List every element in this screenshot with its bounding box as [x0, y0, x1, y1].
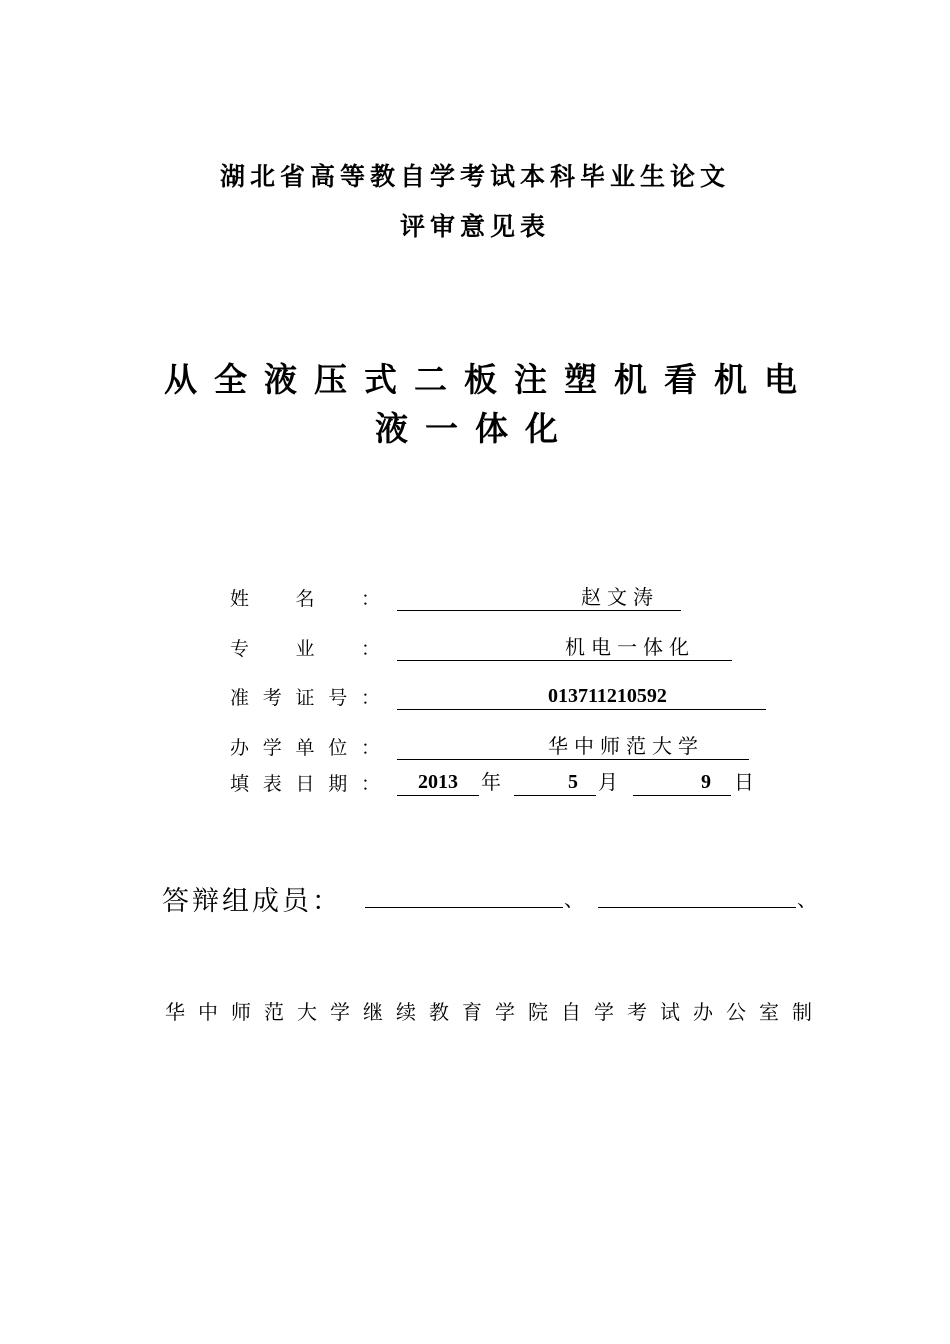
exam-id-label-char: 考	[262, 687, 282, 709]
panel-member-blank-2	[598, 881, 796, 908]
panel-members-label: 答辩组成员：	[162, 886, 342, 917]
major-label-char: 专	[230, 638, 250, 660]
name-label-char: 名	[295, 588, 315, 610]
exam-id-label-char: 准	[230, 687, 250, 709]
panel-member-blank-1	[365, 881, 563, 908]
major-value: 机电一体化	[565, 635, 695, 659]
issuer-footer: 华中师范大学继续教育学院自学考试办公室制	[165, 1000, 825, 1024]
panel-separator-1: 、	[564, 887, 584, 911]
unit-label-colon: ：	[360, 737, 380, 759]
major-label-char: 业	[295, 638, 315, 660]
exam-id-label-char: 号	[328, 687, 348, 709]
exam-id-label-char: 证	[295, 687, 315, 709]
name-value: 赵文涛	[581, 585, 659, 609]
date-label	[230, 769, 380, 796]
unit-field	[397, 733, 749, 760]
date-day-value: 9	[701, 771, 711, 793]
unit-label-char: 办	[230, 737, 250, 759]
major-field	[397, 634, 732, 661]
major-label-colon: ：	[360, 638, 380, 660]
form-header-line-1: 湖北省高等教自学考试本科毕业生论文	[219, 162, 730, 191]
panel-separator-2: 、	[797, 887, 817, 911]
date-month-value: 5	[568, 771, 578, 793]
name-field	[397, 584, 681, 611]
date-label-char: 表	[262, 773, 282, 795]
date-label-char: 填	[230, 773, 250, 795]
name-label-colon: ：	[360, 588, 380, 610]
unit-label	[230, 733, 380, 760]
date-label-colon: ：	[360, 773, 380, 795]
date-day-unit: 日	[734, 770, 754, 794]
date-month-unit: 月	[598, 770, 618, 794]
date-month-field	[514, 769, 596, 796]
unit-value: 华中师范大学	[548, 734, 704, 758]
date-year-field: 2013	[397, 769, 479, 796]
unit-label-char: 单	[295, 737, 315, 759]
form-header-line-2: 评审意见表	[399, 212, 550, 241]
major-label	[230, 634, 380, 661]
date-label-char: 日	[295, 773, 315, 795]
unit-label-char: 位	[328, 737, 348, 759]
thesis-title-line-2: 液一体化	[375, 409, 575, 448]
exam-id-label-colon: ：	[360, 687, 380, 709]
exam-id-field	[397, 683, 766, 710]
name-label-char: 姓	[230, 588, 250, 610]
date-year-unit: 年	[481, 770, 501, 794]
thesis-title-line-1: 从全液压式二板注塑机看机电	[164, 360, 814, 399]
exam-id-value: 013711210592	[548, 685, 667, 707]
exam-id-label	[230, 683, 380, 710]
date-label-char: 期	[328, 773, 348, 795]
name-label	[230, 584, 380, 611]
date-day-field	[633, 769, 731, 796]
unit-label-char: 学	[262, 737, 282, 759]
